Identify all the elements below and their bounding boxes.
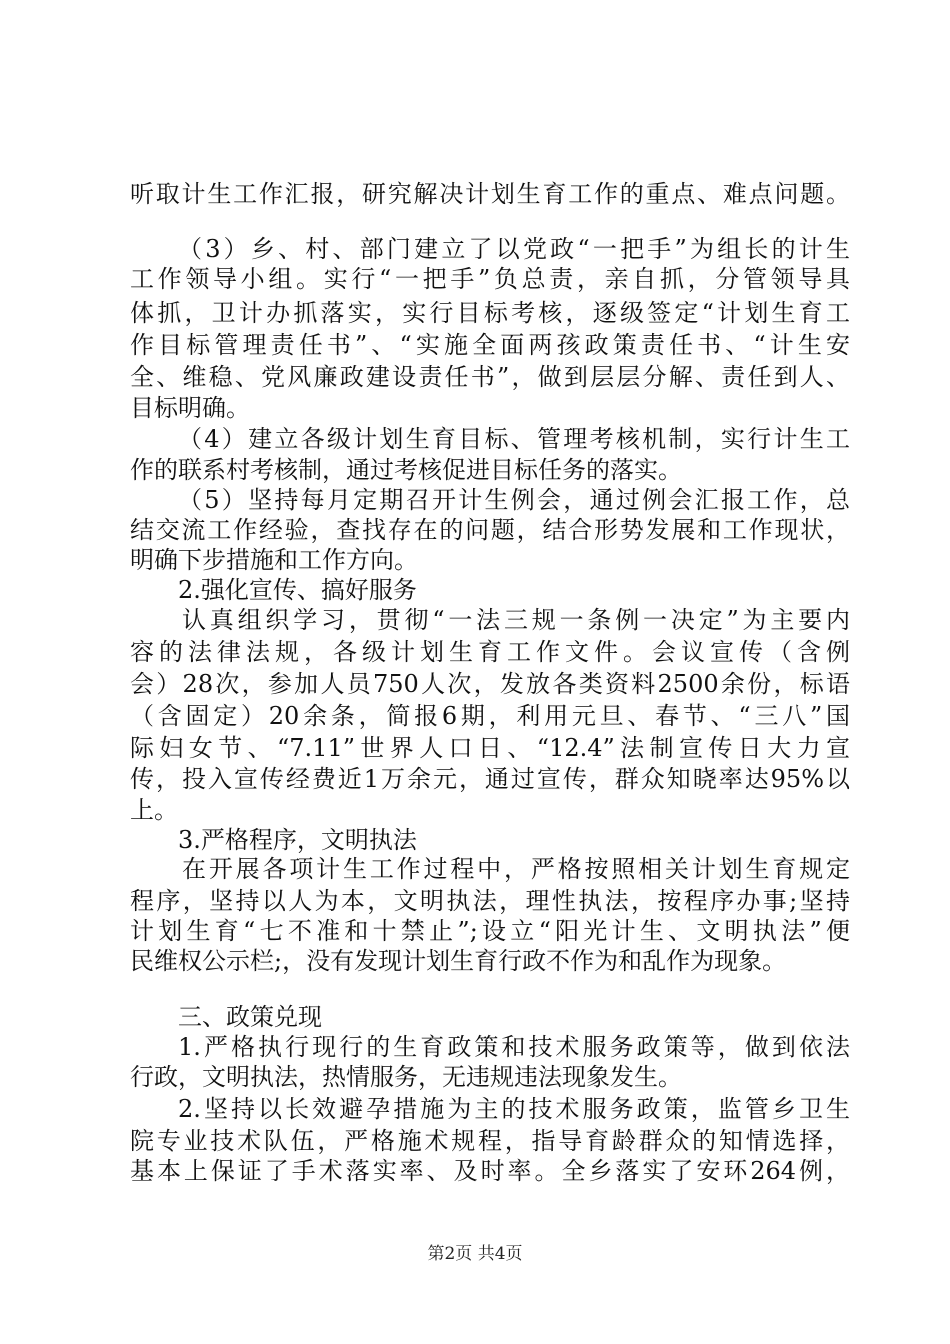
paragraph-line: 作目标管理责任书”、“实施全面两孩政策责任书、“计生安 — [130, 331, 850, 359]
paragraph-line: （3）乡、村、部门建立了以党政“一把手”为组长的计生 — [178, 235, 850, 263]
section-heading: 3.严格程序，文明执法 — [178, 826, 417, 854]
paragraph-line: 明确下步措施和工作方向。 — [130, 546, 418, 574]
paragraph-line: 作的联系村考核制，通过考核促进目标任务的落实。 — [130, 456, 682, 484]
paragraph-line: 听取计生工作汇报，研究解决计划生育工作的重点、难点问题。 — [130, 180, 850, 208]
paragraph-line: 在开展各项计生工作过程中，严格按照相关计划生育规定 — [182, 855, 850, 883]
section-heading: 2.强化宣传、搞好服务 — [178, 576, 417, 604]
paragraph-line: 结交流工作经验，查找存在的问题，结合形势发展和工作现状， — [130, 516, 850, 544]
section-heading: 三、政策兑现 — [178, 1003, 322, 1031]
paragraph-line: 际妇女节、“7.11”世界人口日、“12.4”法制宣传日大力宣 — [130, 734, 850, 762]
paragraph-line: （4）建立各级计划生育目标、管理考核机制，实行计生工 — [178, 425, 850, 453]
paragraph-line: 基本上保证了手术落实率、及时率。全乡落实了安环264例， — [130, 1157, 850, 1185]
paragraph-line: 计划生育“七不准和十禁止”;设立“阳光计生、文明执法”便 — [130, 917, 850, 945]
paragraph-line: 院专业技术队伍，严格施术规程，指导育龄群众的知情选择， — [130, 1127, 850, 1155]
paragraph-line: 工作领导小组。实行“一把手”负总责，亲自抓，分管领导具 — [130, 265, 850, 293]
paragraph-line: 体抓，卫计办抓落实，实行目标考核，逐级签定“计划生育工 — [130, 299, 850, 327]
paragraph-line: 传，投入宣传经费近1万余元，通过宣传，群众知晓率达95%以 — [130, 765, 850, 793]
paragraph-line: 1.严格执行现行的生育政策和技术服务政策等，做到依法 — [178, 1033, 850, 1061]
paragraph-line: 上。 — [130, 796, 178, 824]
paragraph-line: 行政，文明执法，热情服务，无违规违法现象发生。 — [130, 1063, 682, 1091]
paragraph-line: （含固定）20余条，简报6期，利用元旦、春节、“三八”国 — [130, 702, 850, 730]
paragraph-line: 目标明确。 — [130, 394, 250, 422]
page-number-footer: 第2页 共4页 — [427, 1244, 523, 1264]
paragraph-line: 全、维稳、党风廉政建设责任书”，做到层层分解、责任到人、 — [130, 363, 850, 391]
paragraph-line: 程序，坚持以人为本，文明执法，理性执法，按程序办事;坚持 — [130, 887, 850, 915]
paragraph-line: 容的法律法规，各级计划生育工作文件。会议宣传（含例 — [130, 638, 850, 666]
paragraph-line: 民维权公示栏;，没有发现计划生育行政不作为和乱作为现象。 — [130, 947, 787, 975]
paragraph-line: 会）28次，参加人员750人次，发放各类资料2500余份，标语 — [130, 670, 850, 698]
paragraph-line: （5）坚持每月定期召开计生例会，通过例会汇报工作，总 — [178, 486, 850, 514]
paragraph-line: 认真组织学习，贯彻“一法三规一条例一决定”为主要内 — [182, 606, 850, 634]
paragraph-line: 2.坚持以长效避孕措施为主的技术服务政策，监管乡卫生 — [178, 1095, 850, 1123]
